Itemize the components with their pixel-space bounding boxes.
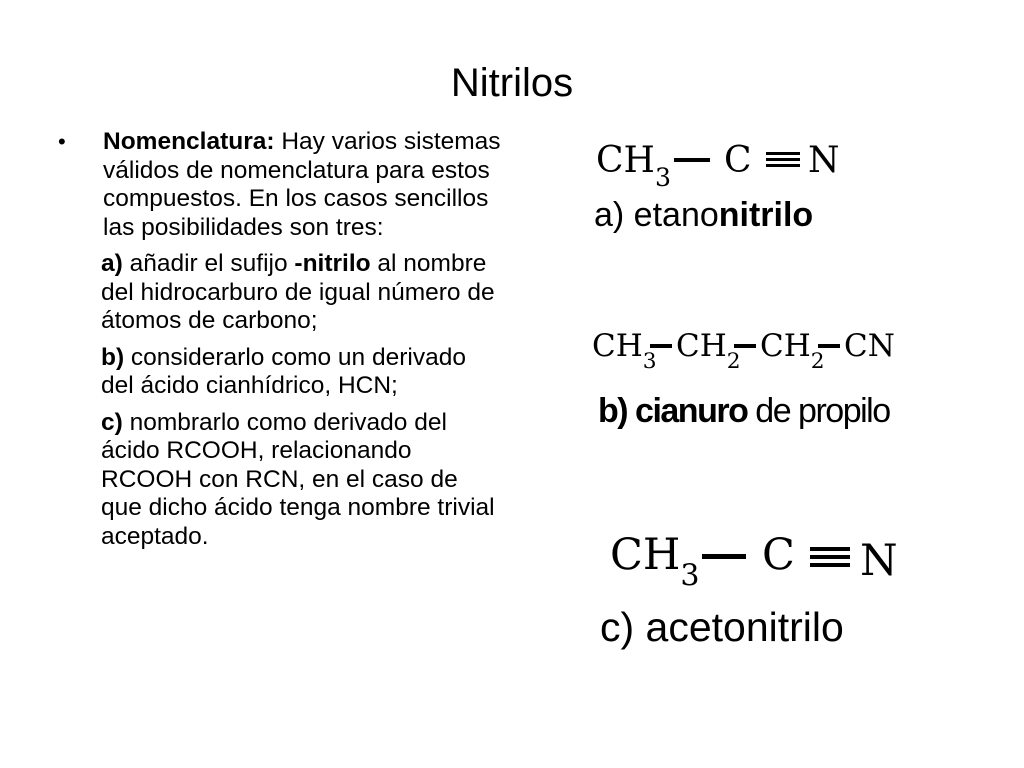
content-text <box>56 128 506 551</box>
single-bond <box>650 344 672 348</box>
caption-b-bold: b) cianuro <box>598 392 748 430</box>
formula-b-ch-2: $CH_2$ <box>676 328 741 374</box>
formula-b <box>592 328 902 384</box>
formula-b-cn: CN <box>844 328 895 364</box>
triple-bond-2 <box>810 555 850 559</box>
triple-bond-3 <box>766 164 800 167</box>
option-b-text: considerarlo como un derivado del ácido cianhídrico, HCN; <box>101 343 466 399</box>
formula-b-ch-1: $CH_3$ <box>592 328 657 374</box>
option-c-label: c) <box>101 408 123 436</box>
triple-bond-2 <box>766 158 800 161</box>
option-c-text: nombrarlo como derivado del ácido RCOOH, relacionando RCOOH con RCN, en el caso de que dicho ácido tenga nombre trivial aceptado. <box>101 408 495 550</box>
option-b-label: b) <box>101 343 125 371</box>
option-a-suffix: -nitrilo <box>294 250 371 277</box>
single-bond <box>734 344 756 348</box>
formula-c-sub: 3 <box>680 558 700 594</box>
bullet-item <box>56 128 506 242</box>
intro-text: Hay varios sistemas válidos de nomenclatura para estos compuestos. En los casos sencillos las posibilidades son tres: <box>103 128 501 241</box>
formula-a-sub: 3 <box>654 162 671 192</box>
option-c-paragraph <box>101 409 501 552</box>
caption-b: b) cianuro de propilo <box>598 392 890 430</box>
formula-a-ch: $CH_3$ <box>596 140 671 192</box>
formula-c-n: N <box>860 536 898 586</box>
option-a-text-2: al nombre del hidrocarburo de igual número de átomos de carbono; <box>101 250 495 334</box>
formula-b-sub-3: 2 <box>810 348 825 374</box>
triple-bond-1 <box>810 547 850 551</box>
caption-a: a) etanonitrilo <box>594 196 814 234</box>
formula-a-n: N <box>808 140 840 181</box>
intro-paragraph <box>103 128 503 242</box>
caption-c: c) acetonitrilo <box>600 604 844 650</box>
bullet-icon: • <box>58 129 66 154</box>
formula-c-ch: $CH_3$ <box>610 530 700 594</box>
triple-bond-3 <box>810 563 850 567</box>
formula-b-sub-1: 3 <box>642 348 657 374</box>
formula-b-sub-2: 2 <box>726 348 741 374</box>
option-a-label: a) <box>101 250 123 277</box>
triple-bond-1 <box>766 152 800 155</box>
formula-a <box>596 140 856 196</box>
option-a-text-1: añadir el sufijo <box>122 250 295 277</box>
option-b-paragraph <box>101 344 501 401</box>
formula-b-ch-3: $CH_2$ <box>760 328 825 374</box>
single-bond <box>674 158 710 162</box>
single-bond <box>702 554 746 559</box>
caption-a-bold: nitrilo <box>718 196 814 234</box>
single-bond <box>818 344 840 348</box>
slide-title: Nitrilos <box>450 60 574 105</box>
formula-c-c: C <box>762 530 795 580</box>
intro-label: Nomenclatura: <box>103 128 275 155</box>
formula-c <box>610 530 910 596</box>
option-a-paragraph <box>101 250 501 336</box>
formula-a-c: C <box>724 140 752 181</box>
